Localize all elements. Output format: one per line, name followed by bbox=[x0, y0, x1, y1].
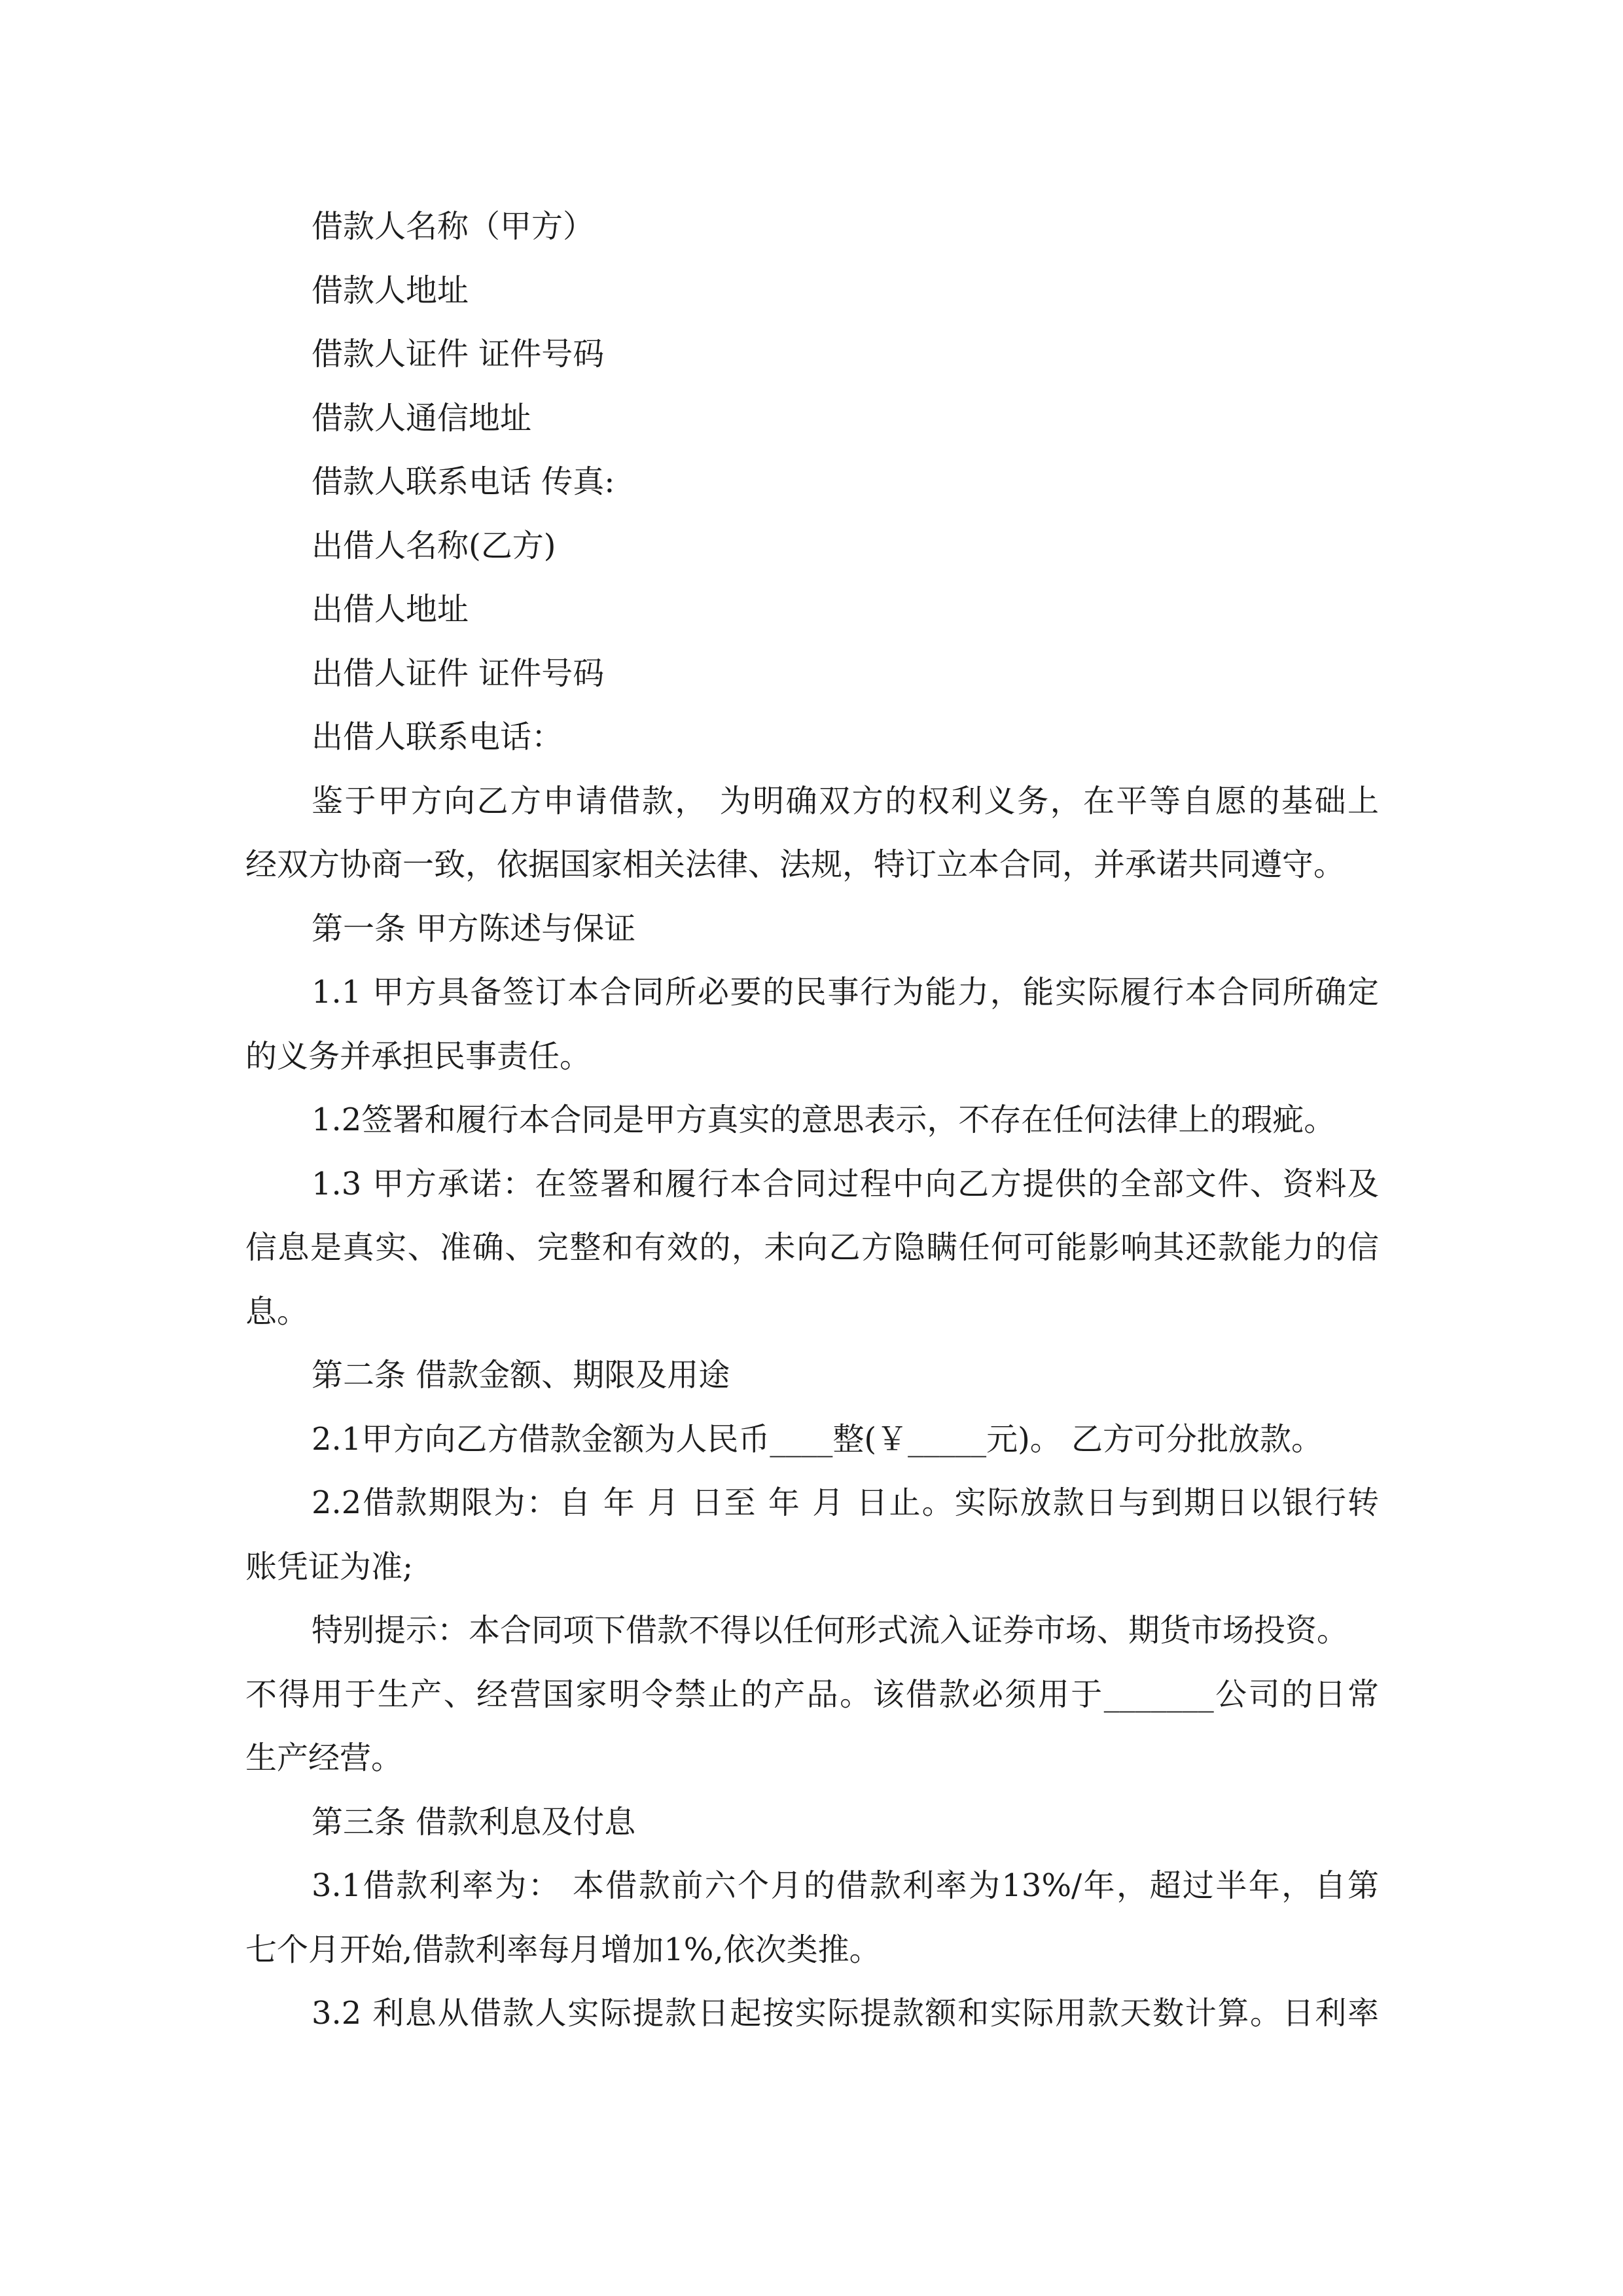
clause-2-1-line: 2.1甲方向乙方借款金额为人民币____整(￥_____元)。 乙方可分批放款。 bbox=[312, 1420, 1323, 1458]
lender-name-field: 出借人名称(乙方) bbox=[312, 527, 556, 564]
borrower-id-field: 借款人证件 证件号码 bbox=[312, 336, 605, 372]
clause-1-3-line: 1.3 甲方承诺：在签署和履行本合同过程中向乙方提供的全部文件、资料及 bbox=[312, 1165, 1379, 1202]
special-notice-line: 不得用于生产、经营国家明令禁止的产品。该借款必须用于_______公司的日常 bbox=[245, 1676, 1379, 1713]
borrower-mailing-address-field: 借款人通信地址 bbox=[312, 399, 532, 437]
lender-address-field: 出借人地址 bbox=[312, 591, 469, 628]
lender-phone-field: 出借人联系电话： bbox=[312, 719, 563, 755]
clause-1-2-line: 1.2签署和履行本合同是甲方真实的意思表示，不存在任何法律上的瑕疵。 bbox=[312, 1102, 1336, 1138]
article-1-heading: 第一条 甲方陈述与保证 bbox=[312, 910, 636, 947]
clause-1-3-line: 信息是真实、准确、完整和有效的，未向乙方隐瞒任何可能影响其还款能力的信 bbox=[245, 1229, 1379, 1266]
clause-3-1-line: 3.1借款利率为： 本借款前六个月的借款利率为13%/年，超过半年，自第 bbox=[312, 1867, 1379, 1904]
clause-3-1-line: 七个月开始,借款利率每月增加1%,依次类推。 bbox=[245, 1931, 881, 1968]
special-notice-line: 特别提示：本合同项下借款不得以任何形式流入证券市场、期货市场投资。 bbox=[312, 1612, 1349, 1649]
clause-2-2-line: 账凭证为准; bbox=[245, 1548, 414, 1585]
borrower-phone-fax-field: 借款人联系电话 传真: bbox=[312, 463, 615, 500]
lender-id-field: 出借人证件 证件号码 bbox=[312, 655, 605, 692]
clause-1-3-line: 息。 bbox=[245, 1293, 309, 1330]
special-notice-line: 生产经营。 bbox=[245, 1740, 403, 1776]
clause-2-2-line: 2.2借款期限为：自 年 月 日至 年 月 日止。实际放款日与到期日以银行转 bbox=[312, 1484, 1379, 1521]
recital-line: 鉴于甲方向乙方申请借款， 为明确双方的权利义务，在平等自愿的基础上 bbox=[312, 782, 1379, 819]
article-2-heading: 第二条 借款金额、期限及用途 bbox=[312, 1357, 730, 1393]
borrower-address-field: 借款人地址 bbox=[312, 272, 469, 309]
contract-body bbox=[245, 195, 1379, 2046]
article-3-heading: 第三条 借款利息及付息 bbox=[312, 1803, 636, 1840]
clause-1-1-line: 1.1 甲方具备签订本合同所必要的民事行为能力，能实际履行本合同所确定 bbox=[312, 974, 1379, 1011]
recital-line: 经双方协商一致，依据国家相关法律、法规，特订立本合同，并承诺共同遵守。 bbox=[245, 846, 1346, 883]
borrower-name-field: 借款人名称（甲方） bbox=[312, 208, 595, 245]
clause-3-2-line: 3.2 利息从借款人实际提款日起按实际提款额和实际用款天数计算。日利率 bbox=[312, 1995, 1379, 2032]
clause-1-1-line: 的义务并承担民事责任。 bbox=[245, 1037, 592, 1075]
